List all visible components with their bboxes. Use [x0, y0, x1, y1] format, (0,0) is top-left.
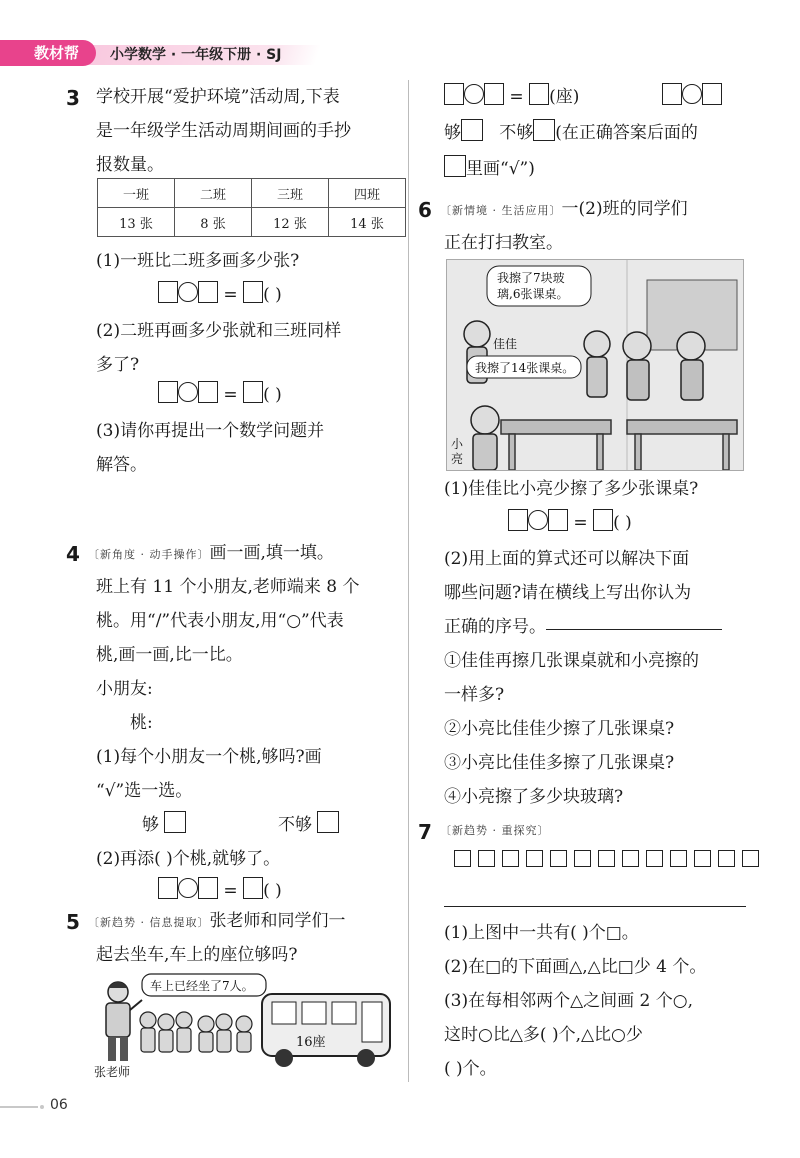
q6-part2-line1: (2)用上面的算式还可以解决下面	[444, 549, 690, 569]
q4-enough-choice	[142, 808, 186, 842]
q4-peach-label: 桃:	[130, 713, 153, 733]
table-header-cell: 三班	[252, 179, 329, 208]
table-cell: 14 张	[329, 208, 406, 237]
page-number: 06	[50, 1097, 68, 1113]
q6-part2-line2: 哪些问题?请在横线上写出你认为	[444, 583, 692, 603]
q6-part2-text: 正确的序号。	[444, 617, 546, 637]
table-header-row	[98, 179, 406, 208]
q5-eq: = (座)	[444, 82, 579, 112]
table-header-cell: 一班	[98, 179, 175, 208]
table-cell: 12 张	[252, 208, 329, 237]
q4-kids-label: 小朋友:	[96, 679, 153, 699]
q6-number: 6	[418, 198, 432, 222]
q5-line-2: 起去坐车,车上的座位够吗?	[96, 945, 298, 965]
q3-part3-line2: 解答。	[96, 455, 147, 475]
checkbox-enough[interactable]	[164, 811, 186, 833]
q6-illustration	[446, 259, 744, 471]
q7-square-row	[454, 850, 766, 871]
square-shape	[478, 850, 495, 867]
page-bar	[0, 1106, 38, 1108]
square-shape	[502, 850, 519, 867]
q5-lead: 张老师和同学们一	[209, 911, 346, 931]
square-shape	[646, 850, 663, 867]
unit-blank[interactable]: ( )	[263, 881, 282, 901]
square-shape	[526, 850, 543, 867]
checkbox-not-enough[interactable]	[317, 811, 339, 833]
answer-box[interactable]	[548, 509, 568, 531]
operator-circle[interactable]	[682, 84, 702, 104]
q4-heading	[88, 536, 334, 572]
q3-part2-line1: (2)二班再画多少张就和三班同样	[96, 321, 342, 341]
checkbox-not-enough[interactable]	[533, 119, 555, 141]
q5-note-b: 里画“√”)	[466, 159, 535, 179]
answer-box[interactable]	[198, 877, 218, 899]
answer-box[interactable]	[198, 381, 218, 403]
answer-box[interactable]	[529, 83, 549, 105]
q4-number: 4	[66, 542, 80, 566]
q6-option1-line1: ①佳佳再擦几张课桌就和小亮擦的	[444, 651, 699, 671]
q4-part1-line2: “√”选一选。	[96, 781, 193, 801]
square-shape	[670, 850, 687, 867]
q6-part1: (1)佳佳比小亮少擦了多少张课桌?	[444, 479, 699, 499]
q6-line-2: 正在打扫教室。	[444, 233, 563, 253]
q3-eq1: = ( )	[158, 280, 282, 310]
q7-part3-line2: 这时○比△多( )个,△比○少	[444, 1025, 643, 1045]
column-divider	[408, 80, 409, 1082]
square-shape	[694, 850, 711, 867]
q4-line-1: 班上有 11 个小朋友,老师端来 8 个	[96, 577, 360, 597]
q5-tag: 〔新趋势 · 信息提取〕	[88, 916, 210, 929]
answer-box[interactable]	[158, 381, 178, 403]
q3-line-3: 报数量。	[96, 155, 164, 175]
q7-tag: 〔新趋势 · 重探究〕	[440, 824, 550, 837]
operator-circle[interactable]	[178, 282, 198, 302]
q3-table	[97, 178, 406, 237]
table-cell: 8 张	[175, 208, 252, 237]
teacher-figure	[106, 982, 142, 1061]
unit-blank[interactable]: ( )	[613, 513, 632, 533]
q7-part3-line3: ( )个。	[444, 1059, 497, 1079]
header-title: 小学数学 · 一年级下册 · SJ	[110, 47, 282, 63]
seat-unit: (座)	[549, 87, 580, 107]
q6-option3: ③小亮比佳佳多擦了几张课桌?	[444, 753, 675, 773]
q7-heading	[440, 812, 550, 848]
speech1-line2: 璃,6张课桌。	[497, 287, 569, 301]
square-shape	[742, 850, 759, 867]
square-shape	[454, 850, 471, 867]
answer-box[interactable]	[243, 281, 263, 303]
q6-part2-line3	[444, 610, 722, 644]
q3-part2-line2: 多了?	[96, 355, 140, 375]
square-shape	[598, 850, 615, 867]
table-header-cell: 二班	[175, 179, 252, 208]
bus	[262, 994, 390, 1067]
q5-choice-line	[444, 116, 698, 150]
table-cell: 13 张	[98, 208, 175, 237]
q3-number: 3	[66, 86, 80, 110]
q5-number: 5	[66, 910, 80, 934]
table-row	[98, 208, 406, 237]
unit-blank[interactable]: ( )	[263, 385, 282, 405]
answer-box[interactable]	[243, 877, 263, 899]
answer-box[interactable]	[484, 83, 504, 105]
answer-box[interactable]	[198, 281, 218, 303]
speech1-line1: 我擦了7块玻	[497, 271, 565, 285]
unit-blank[interactable]: ( )	[263, 285, 282, 305]
q6-eq: = ( )	[508, 508, 632, 538]
q7-part1: (1)上图中一共有( )个□。	[444, 923, 639, 943]
brand-badge: 教材帮	[0, 40, 96, 66]
table-header-cell: 四班	[329, 179, 406, 208]
speech-text: 车上已经坐了7人。	[150, 979, 254, 993]
q3-part3-line1: (3)请你再提出一个数学问题并	[96, 421, 325, 441]
answer-box[interactable]	[158, 877, 178, 899]
enough-label: 够	[142, 815, 159, 835]
checkbox-enough[interactable]	[461, 119, 483, 141]
q4-not-enough-choice	[278, 808, 339, 842]
q3-part1: (1)一班比二班多画多少张?	[96, 251, 300, 271]
q3-line-1: 学校开展“爱护环境”活动周,下表	[96, 87, 340, 107]
q4-tag: 〔新角度 · 动手操作〕	[88, 548, 210, 561]
students-group	[140, 1012, 252, 1052]
answer-box[interactable]	[593, 509, 613, 531]
q5-compare	[662, 82, 722, 112]
q7-number: 7	[418, 820, 432, 844]
answer-box[interactable]	[508, 509, 528, 531]
q4-part1-line1: (1)每个小朋友一个桃,够吗?画	[96, 747, 322, 767]
square-shape	[550, 850, 567, 867]
answer-box[interactable]	[158, 281, 178, 303]
q6-option1-line2: 一样多?	[444, 685, 505, 705]
q5-note-a: (在正确答案后面的	[555, 123, 698, 143]
q6-option2: ②小亮比佳佳少擦了几张课桌?	[444, 719, 675, 739]
not-enough-label: 不够	[278, 815, 312, 835]
answer-box[interactable]	[702, 83, 722, 105]
q7-drawing-line[interactable]	[444, 906, 746, 907]
answer-line[interactable]	[546, 629, 722, 630]
name-jiajia: 佳佳	[493, 337, 518, 351]
q4-line-2: 桃。用“/”代表小朋友,用“○”代表	[96, 611, 344, 631]
q6-option4: ④小亮擦了多少块玻璃?	[444, 787, 624, 807]
operator-circle[interactable]	[464, 84, 484, 104]
q3-eq2: = ( )	[158, 380, 282, 410]
q5-illustration	[94, 970, 400, 1080]
q4-part2: (2)再添( )个桃,就够了。	[96, 849, 281, 869]
name-xiaoliang-1: 小	[451, 437, 464, 451]
answer-box[interactable]	[662, 83, 682, 105]
q3-line-2: 是一年级学生活动周期间画的手抄	[96, 121, 351, 141]
not-enough-label: 不够	[499, 123, 534, 143]
sample-box-icon	[444, 155, 466, 177]
square-shape	[718, 850, 735, 867]
teacher-name: 张老师	[94, 1065, 131, 1079]
q5-heading	[88, 904, 346, 940]
bus-seat-label: 16座	[296, 1035, 326, 1050]
q7-part3-line1: (3)在每相邻两个△之间画 2 个○,	[444, 991, 694, 1011]
answer-box[interactable]	[444, 83, 464, 105]
enough-label: 够	[444, 123, 461, 143]
page-dot	[40, 1105, 44, 1109]
speech2-text: 我擦了14张课桌。	[475, 361, 575, 375]
square-shape	[622, 850, 639, 867]
q4-eq: = ( )	[158, 876, 282, 906]
q5-note-line	[444, 152, 535, 186]
q4-line-3: 桃,画一画,比一比。	[96, 645, 243, 665]
q4-lead: 画一画,填一填。	[209, 543, 334, 563]
operator-circle[interactable]	[528, 510, 548, 530]
answer-box[interactable]	[243, 381, 263, 403]
operator-circle[interactable]	[178, 382, 198, 402]
name-xiaoliang-2: 亮	[451, 452, 464, 466]
operator-circle[interactable]	[178, 878, 198, 898]
q6-heading	[440, 192, 688, 228]
square-shape	[574, 850, 591, 867]
q7-part2: (2)在□的下面画△,△比□少 4 个。	[444, 957, 707, 977]
q6-lead: 一(2)班的同学们	[561, 199, 688, 219]
q6-tag: 〔新情境 · 生活应用〕	[440, 204, 562, 217]
